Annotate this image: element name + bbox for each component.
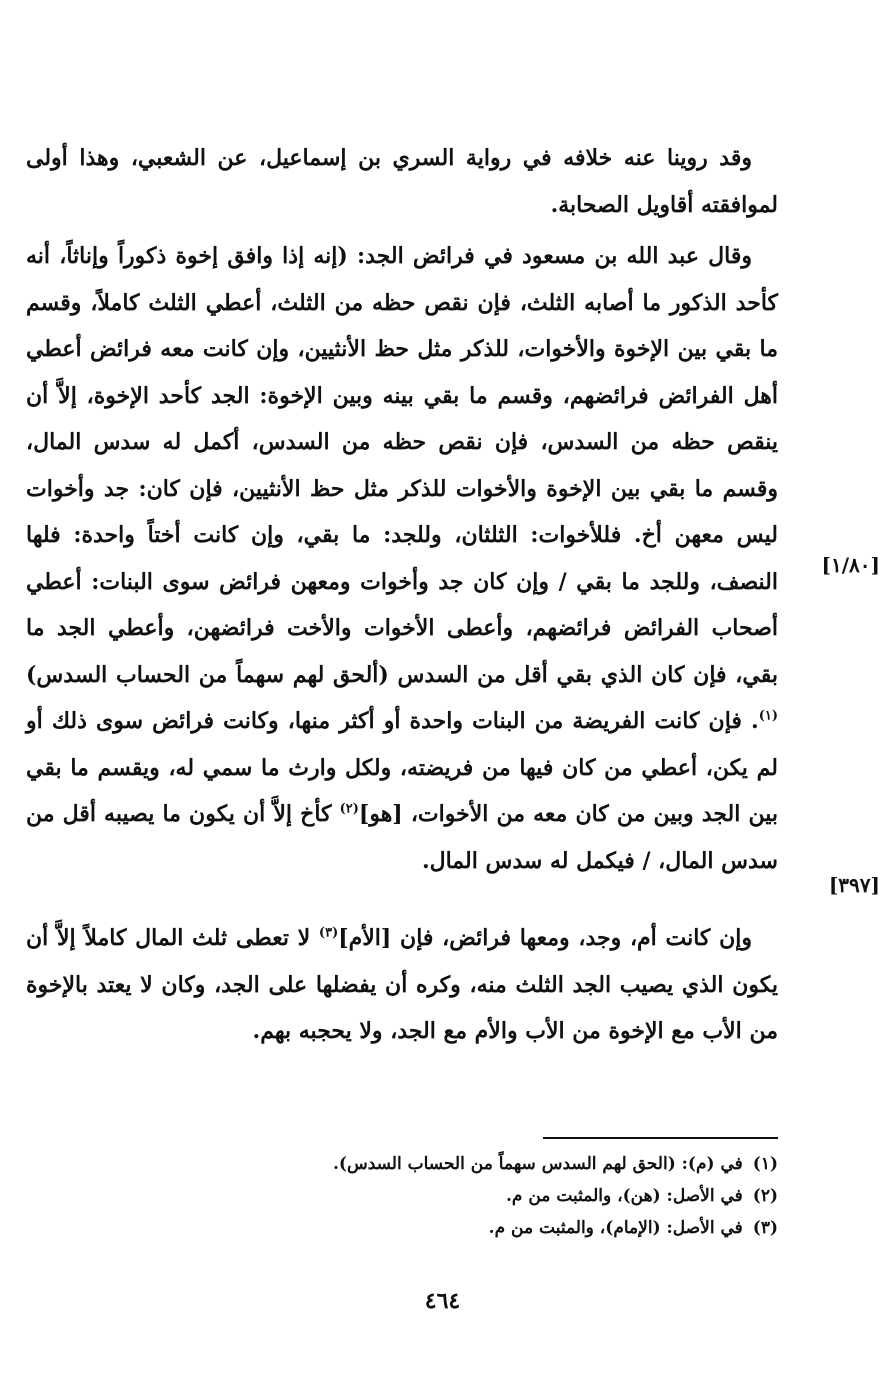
- footnote-3: [200, 1212, 778, 1244]
- footnotes: [200, 1148, 778, 1244]
- footnote-ref-1[interactable]: (١): [758, 708, 778, 724]
- footnote-2: [200, 1180, 778, 1212]
- paragraph-1-text: وقد روينا عنه خلافه في رواية السري بن إسماعيل، عن الشعبي، وهذا أولى لموافقته أقاويل الصحابة.: [26, 145, 778, 218]
- footnote-text: في (م): (الحق لهم السدس سهماً من الحساب السدس).: [332, 1154, 743, 1174]
- footnote-number: (٢): [752, 1186, 778, 1206]
- paragraph-3-text-a: وإن كانت أم، وجد، ومعها فرائض، فإن [الأم]: [338, 925, 752, 951]
- footnote-separator: [543, 1137, 778, 1139]
- paragraph-3-text-b: لا تعطى ثلث المال كاملاً إلاَّ أن يكون الذي يصيب الجد الثلث منه، وكره أن يفضلها على الجد، وكان لا يعتد بالإخوة من الأب مع الإخوة من الأب والأم مع الجد، ولا يحجبه بهم.: [26, 925, 778, 1044]
- footnote-number: (٣): [752, 1218, 778, 1238]
- footnote-text: في الأصل: (الإمام)، والمثبت من م.: [488, 1218, 743, 1238]
- footnote-number: (١): [752, 1154, 778, 1174]
- margin-page-ref-2: [٣٩٧]: [828, 873, 880, 897]
- page-number: ٤٦٤: [424, 1288, 461, 1314]
- paragraph-1: [26, 135, 778, 228]
- footnote-text: في الأصل: (هن)، والمثبت من م.: [506, 1186, 743, 1206]
- paragraph-2-text-b: . فإن كانت الفريضة من البنات واحدة أو أكثر منها، وكانت فرائض سوى ذلك أو لم يكن، أعطي من كان فيها من فريضته، ولكل وارث ما سمي له، ويقسم ما بقي بين الجد وبين من كان معه من الأخوات، [هو]: [26, 708, 778, 827]
- margin-page-ref-1: [١/٨٠]: [821, 553, 880, 577]
- footnote-ref-2[interactable]: (٢): [339, 801, 359, 817]
- footnote-1: [200, 1148, 778, 1180]
- paragraph-2-text-c: كأخ إلاَّ أن يكون ما يصيبه أقل من سدس المال، / فيكمل له سدس المال.: [26, 801, 778, 874]
- paragraph-2-text-a: وقال عبد الله بن مسعود في فرائض الجد: (إنه إذا وافق إخوة ذكوراً وإناثاً، أنه كأحد الذكور ما أصابه الثلث، فإن نقص حظه من الثلث، أعطي الثلث كاملاً، وقسم ما بقي بين الإخوة والأخوات، للذكر مثل حظ الأنثيين، وإن كانت معه فرائض أعطي أهل الفرائض فرائضهم، وقسم ما بقي بينه وبين الإخوة: الجد كأحد الإخوة، إلاَّ أن ينقص حظه من السدس، فإن نقص حظه من السدس، أكمل له سدس المال، وقسم ما بقي بين الإخوة والأخوات للذكر مثل حظ الأنثيين، فإن كان: جد وأخوات ليس معهن أخ. فللأخوات: الثلثان، وللجد: ما بقي، وإن كانت أختاً واحدة: فلها النصف، وللجد ما بقي / وإن كان جد وأخوات ومعهن فرائض سوى البنات: أعطي أصحاب الفرائض فرائضهم، وأعطى الأخوات والأخت فرائضهن، وأعطي الجد ما بقي، فإن كان الذي بقي أقل من السدس (ألحق لهم سهماً من الحساب السدس): [26, 243, 778, 688]
- paragraph-2: [26, 233, 778, 884]
- footnote-ref-3[interactable]: (٣): [318, 925, 339, 941]
- paragraph-3: [26, 915, 778, 1055]
